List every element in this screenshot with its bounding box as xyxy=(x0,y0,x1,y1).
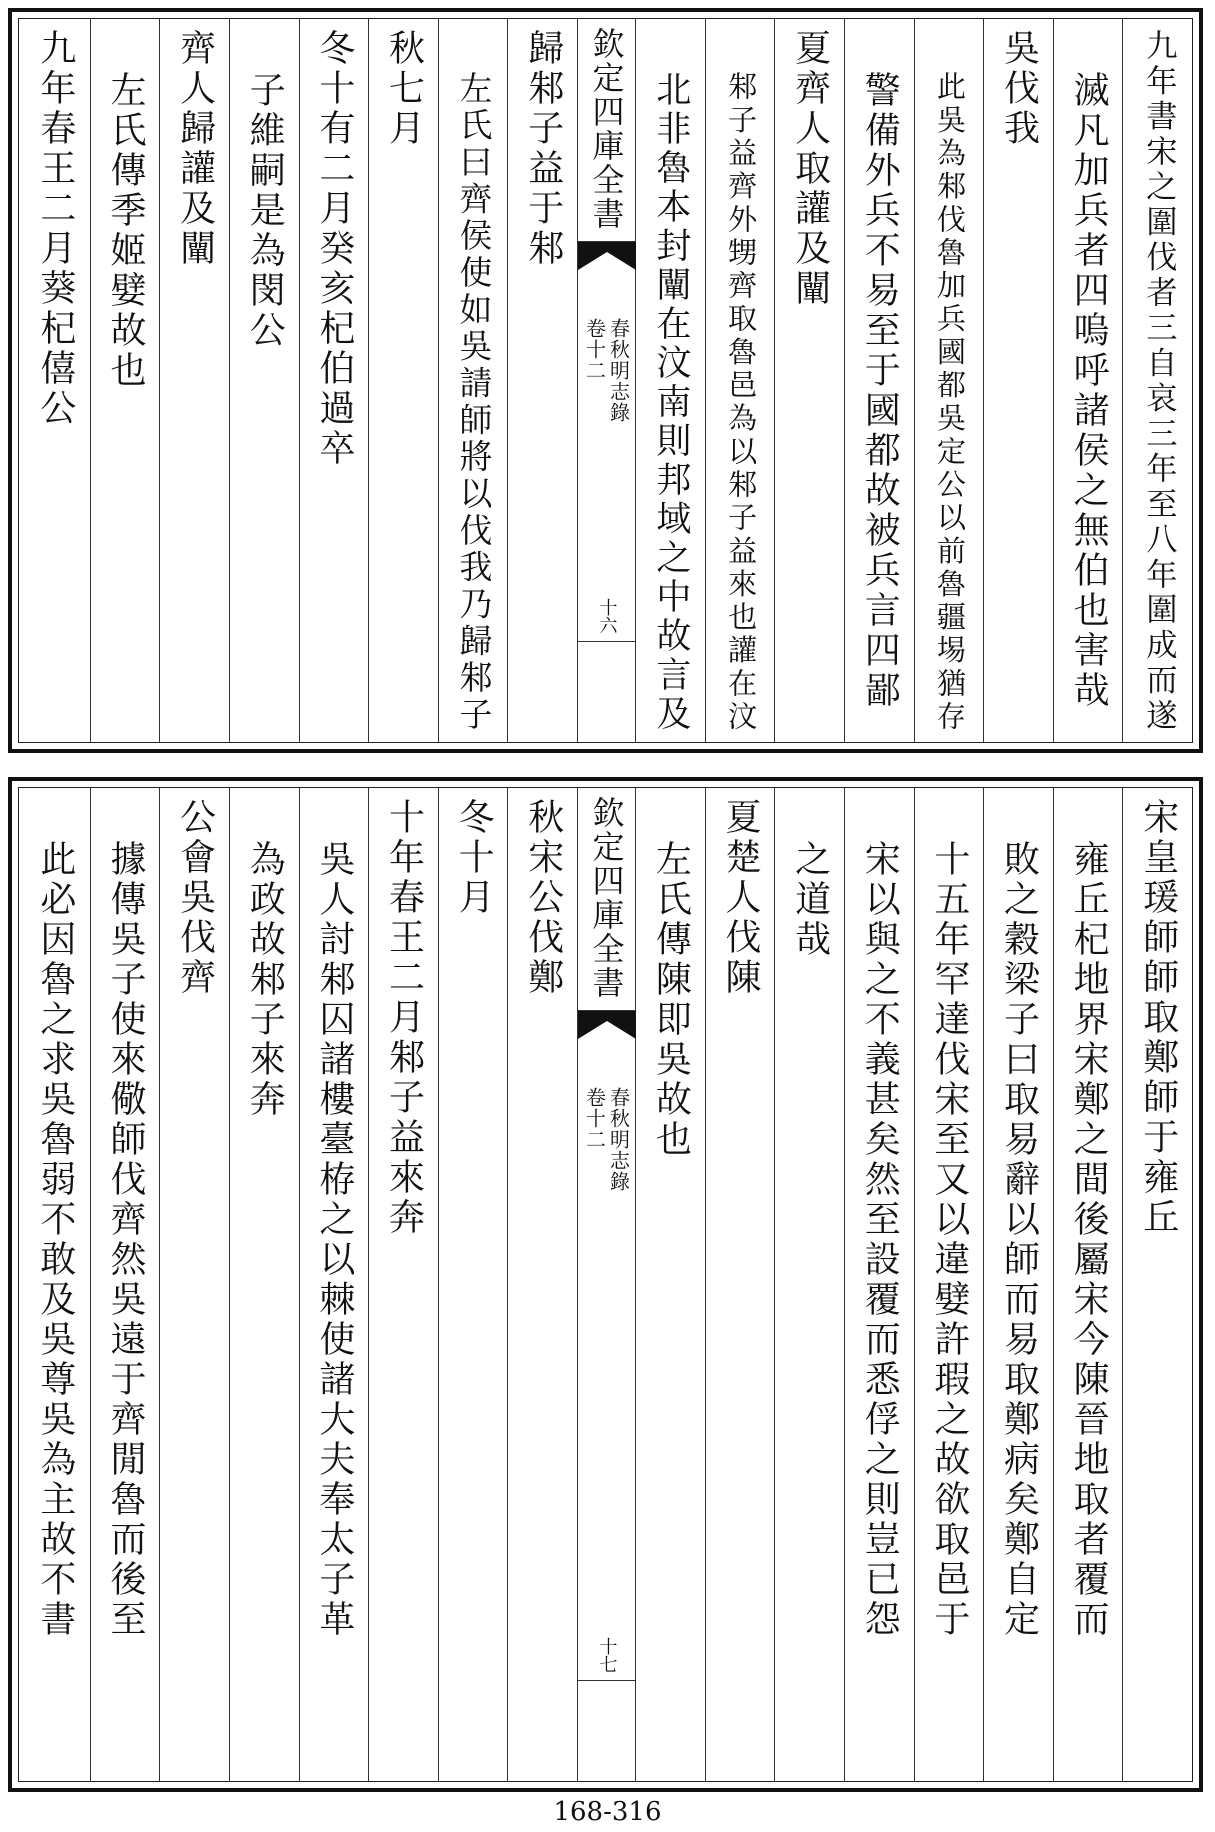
classic-text: 公會吳伐齊 xyxy=(174,798,216,998)
commentary-column xyxy=(20,788,90,1781)
gutter-title: 欽定四庫全書 xyxy=(587,796,626,1000)
text-column xyxy=(983,19,1053,742)
text-column xyxy=(20,19,90,742)
classic-text: 吳伐我 xyxy=(998,29,1040,149)
commentary-text: 滅凡加兵者四嗚呼諸侯之無伯也害哉 xyxy=(1068,71,1110,711)
commentary-column xyxy=(438,19,508,742)
commentary-column xyxy=(1053,788,1123,1781)
center-gutter xyxy=(577,788,635,1781)
center-gutter xyxy=(577,19,635,742)
commentary-text: 敗之穀梁子曰取易辭以師而易取鄭病矣鄭自定 xyxy=(998,840,1040,1640)
commentary-text: 吳人討邾囚諸樓臺栫之以棘使諸大夫奉太子革 xyxy=(313,840,355,1640)
classic-text: 歸邾子益于邾 xyxy=(522,29,564,269)
fishtail-mark xyxy=(578,242,635,270)
classic-text: 冬十月 xyxy=(453,798,495,918)
classic-text: 夏齊人取讙及闡 xyxy=(789,29,831,309)
gutter-bottom-rule xyxy=(578,641,635,642)
text-column xyxy=(1122,19,1192,742)
folio-number-box xyxy=(578,598,635,634)
text-column xyxy=(507,19,577,742)
commentary-text: 子維嗣是為閔公 xyxy=(244,71,286,351)
classic-text: 九年書宋之圍伐者三自哀三年至八年圍成而遂 xyxy=(1140,29,1177,734)
page-bottom xyxy=(8,777,1203,1792)
gutter-title: 欽定四庫全書 xyxy=(587,27,626,231)
text-column xyxy=(507,788,577,1781)
gutter-title-box xyxy=(578,19,635,242)
classic-text: 秋宋公伐鄭 xyxy=(522,798,564,998)
commentary-text: 左氏傳陳即吳故也 xyxy=(650,840,692,1160)
book-title: 春秋明志錄 xyxy=(606,318,631,423)
classic-text: 十年春王二月邾子益來奔 xyxy=(383,798,425,1238)
classic-text: 齊人歸讙及闡 xyxy=(174,29,216,269)
text-column xyxy=(438,788,508,1781)
folio-number: 十七 xyxy=(596,1637,618,1673)
gutter-subtitle xyxy=(582,1087,631,1192)
page-bottom-frame xyxy=(18,787,1193,1782)
commentary-text: 十五年罕達伐宋至又以違嬖許瑕之故欲取邑于 xyxy=(928,840,970,1640)
page-top xyxy=(8,8,1203,753)
commentary-column xyxy=(914,19,984,742)
volume-label: 卷十二 xyxy=(582,1087,607,1150)
commentary-column xyxy=(914,788,984,1781)
gutter-bottom-rule xyxy=(578,1680,635,1681)
folio-number: 十六 xyxy=(596,598,618,634)
commentary-text: 左氏曰齊侯使如吳請師將以伐我乃歸邾子 xyxy=(454,71,493,734)
commentary-text: 警備外兵不易至于國都故被兵言四鄙 xyxy=(859,71,901,711)
commentary-column xyxy=(774,788,844,1781)
text-column xyxy=(705,788,775,1781)
gutter-title-box xyxy=(578,788,635,1011)
commentary-text: 北非魯本封闡在汶南則邦域之中故言及 xyxy=(650,71,691,734)
commentary-column xyxy=(844,788,914,1781)
text-column xyxy=(368,19,438,742)
classic-text: 秋七月 xyxy=(383,29,425,149)
commentary-text: 雍丘杞地界宋鄭之間後屬宋今陳晉地取者覆而 xyxy=(1068,840,1110,1640)
text-column xyxy=(159,788,229,1781)
commentary-text: 左氏傳季姬嬖故也 xyxy=(104,71,146,391)
commentary-column xyxy=(90,19,160,742)
column-row xyxy=(19,788,1192,1781)
volume-label: 卷十二 xyxy=(582,318,607,381)
classic-text: 冬十有二月癸亥杞伯過卒 xyxy=(313,29,355,469)
page-top-frame xyxy=(18,18,1193,743)
commentary-text: 此吳為邾伐魯加兵國都吳定公以前魯疆埸猶存 xyxy=(932,71,967,734)
column-row xyxy=(19,19,1192,742)
commentary-text: 邾子益齊外甥齊取魯邑為以邾子益來也讙在汶 xyxy=(723,71,758,734)
commentary-column xyxy=(1053,19,1123,742)
commentary-text: 之道哉 xyxy=(789,840,831,960)
commentary-column xyxy=(229,19,299,742)
commentary-column xyxy=(844,19,914,742)
page-number: 168-316 xyxy=(553,1797,662,1827)
text-column xyxy=(159,19,229,742)
commentary-column xyxy=(705,19,775,742)
commentary-column xyxy=(983,788,1053,1781)
folio-number-box xyxy=(578,1637,635,1673)
commentary-text: 宋以與之不義甚矣然至設覆而悉俘之則豈已怨 xyxy=(859,840,901,1640)
commentary-column xyxy=(90,788,160,1781)
gutter-subtitle xyxy=(582,318,631,423)
commentary-text: 為政故邾子來奔 xyxy=(244,840,286,1120)
commentary-column xyxy=(635,19,705,742)
classic-text: 九年春王二月葵杞僖公 xyxy=(34,29,76,429)
commentary-column xyxy=(299,788,369,1781)
commentary-text: 此必因魯之求吳魯弱不敢及吳尊吳為主故不書 xyxy=(34,840,76,1640)
commentary-column xyxy=(635,788,705,1781)
classic-text: 宋皇瑗師師取鄭師于雍丘 xyxy=(1137,798,1179,1238)
commentary-column xyxy=(229,788,299,1781)
text-column xyxy=(1122,788,1192,1781)
classic-text: 夏楚人伐陳 xyxy=(719,798,761,998)
book-title: 春秋明志錄 xyxy=(606,1087,631,1192)
text-column xyxy=(774,19,844,742)
commentary-text: 據傳吳子使來儆師伐齊然吳遠于齊閒魯而後至 xyxy=(104,840,146,1640)
text-column xyxy=(299,19,369,742)
text-column xyxy=(368,788,438,1781)
fishtail-mark xyxy=(578,1011,635,1039)
